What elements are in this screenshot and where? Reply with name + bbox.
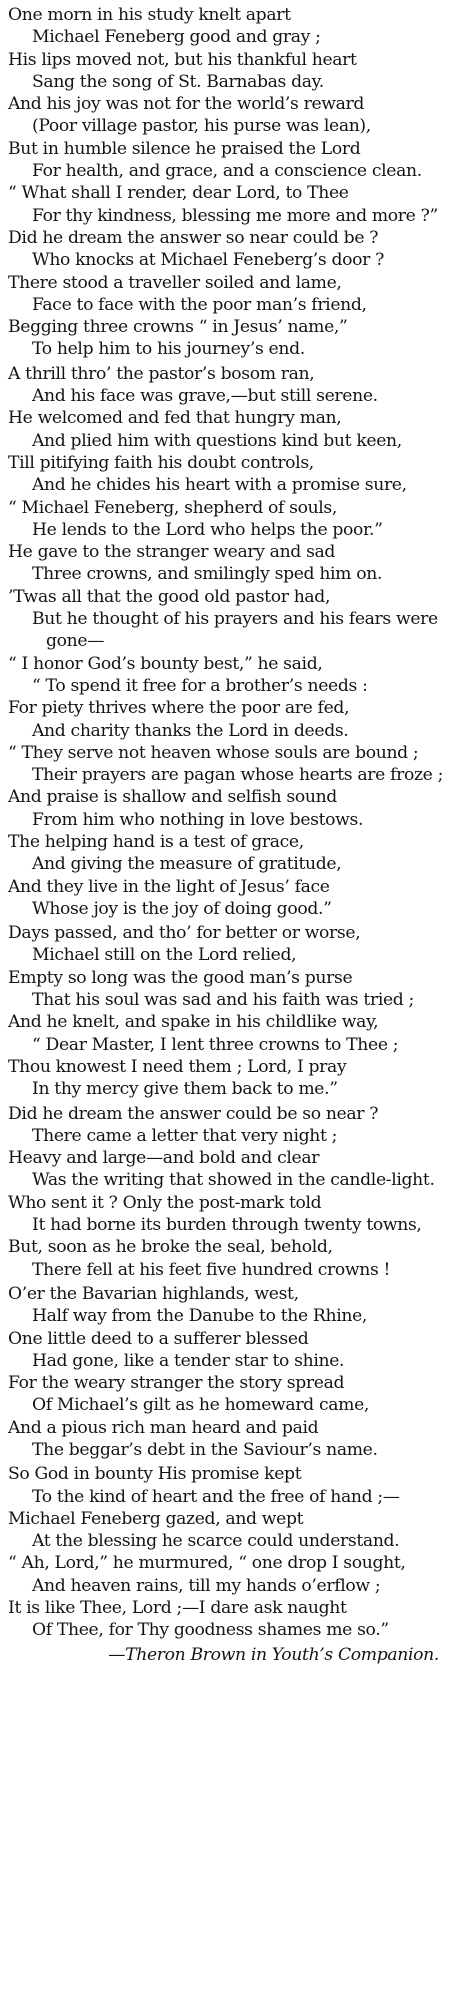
poem-line: In thy mercy give them back to me.” [32, 1079, 338, 1100]
poem-line: He welcomed and fed that hungry man, [8, 408, 342, 429]
poem-line: One morn in his study knelt apart [8, 5, 291, 25]
poem-line: Who sent it ? Only the post-mark told [8, 1192, 322, 1213]
poem-line: Begging three crowns “ in Jesus’ name,” [8, 317, 348, 338]
poem-line: There fell at his feet five hundred crowns ! [32, 1259, 391, 1280]
attribution: —Theron Brown in Youth’s Companion. [108, 1644, 439, 1665]
poem-line: Of Thee, for Thy goodness shames me so.” [32, 1620, 389, 1641]
poem-line: Did he dream the answer could be so near ? [8, 1103, 379, 1124]
stanza [8, 363, 453, 920]
poem-line: And his joy was not for the world’s reward [8, 94, 365, 115]
poem-line: His lips moved not, but his thankful heart [8, 49, 357, 70]
poem-line: Was the writing that showed in the candle-light. [32, 1170, 435, 1191]
poem-line: ’Twas all that the good old pastor had, [8, 586, 331, 607]
poem-line: “ Ah, Lord,” he murmured, “ one drop I sought, [8, 1553, 406, 1574]
poem-line: There stood a traveller soiled and lame, [8, 272, 342, 293]
poem-line: And charity thanks the Lord in deeds. [32, 720, 349, 741]
poem-line: “ To spend it free for a brother’s needs : [32, 675, 368, 696]
poem-line: Michael Feneberg good and gray ; [32, 27, 321, 48]
poem-line: And he knelt, and spake in his childlike way, [8, 1012, 379, 1033]
poem-line: Of Michael’s gilt as he homeward came, [32, 1395, 370, 1416]
poem-line: But in humble silence he praised the Lord [8, 138, 361, 159]
poem-line: It had borne its burden through twenty towns, [32, 1215, 422, 1236]
poem-line: A thrill thro’ the pastor’s bosom ran, [8, 363, 315, 384]
poem-line: But he thought of his prayers and his fears were gone— [32, 609, 438, 652]
poem-line: For piety thrives where the poor are fed, [8, 698, 350, 719]
stanza [8, 1283, 453, 1461]
poem-line: Empty so long was the good man’s purse [8, 967, 353, 988]
poem-line: And his face was grave,—but still serene. [32, 386, 378, 407]
poem-line: And praise is shallow and selfish sound [8, 787, 337, 808]
poem-line: “ Michael Feneberg, shepherd of souls, [8, 497, 338, 518]
poem-line: That his soul was sad and his faith was tried ; [32, 990, 414, 1011]
stanza [8, 1463, 453, 1641]
poem-line: “ I honor God’s bounty best,” he said, [8, 653, 323, 674]
poem-line: From him who nothing in love bestows. [32, 809, 364, 830]
poem-line: Thou knowest I need them ; Lord, I pray [8, 1056, 347, 1077]
poem-line: One little deed to a sufferer blessed [8, 1328, 309, 1349]
poem-line: But, soon as he broke the seal, behold, [8, 1237, 333, 1258]
poem-line: Who knocks at Michael Feneberg’s door ? [32, 250, 384, 271]
poem-line: For the weary stranger the story spread [8, 1373, 345, 1394]
poem-line: Michael Feneberg gazed, and wept [8, 1508, 304, 1529]
poem-line: And giving the measure of gratitude, [32, 854, 342, 875]
poem-line: “ They serve not heaven whose souls are bound ; [8, 742, 419, 763]
poem-line: For thy kindness, blessing me more and more ?” [32, 205, 438, 226]
poem-line: Three crowns, and smilingly sped him on. [32, 564, 383, 585]
poem-line: Face to face with the poor man’s friend, [32, 294, 367, 315]
poem-line: He gave to the stranger weary and sad [8, 542, 336, 563]
poem-line: To the kind of heart and the free of hand ;— [32, 1486, 400, 1507]
poem-line: O’er the Bavarian highlands, west, [8, 1283, 299, 1304]
poem-line: And a pious rich man heard and paid [8, 1417, 319, 1438]
poem-line: For health, and grace, and a conscience clean. [32, 161, 422, 182]
poem-line: Days passed, and tho’ for better or worse, [8, 923, 361, 944]
stanza [8, 4, 453, 361]
poem-line: “ What shall I render, dear Lord, to Thee [8, 183, 349, 204]
poem-line: And plied him with questions kind but keen, [32, 430, 402, 451]
poem-line: To help him to his journey’s end. [32, 339, 305, 360]
poem-line: Michael still on the Lord relied, [32, 945, 297, 966]
poem-line: And heaven rains, till my hands o’erflow ; [32, 1575, 381, 1596]
stanza [8, 922, 453, 1100]
poem-line: “ Dear Master, I lent three crowns to Thee ; [32, 1034, 399, 1055]
poem-line: (Poor village pastor, his purse was lean), [32, 116, 371, 137]
poem-line: At the blessing he scarce could understand. [32, 1531, 400, 1552]
poem-line: So God in bounty His promise kept [8, 1464, 302, 1485]
poem-line: And they live in the light of Jesus’ face [8, 876, 330, 897]
poem-line: Heavy and large—and bold and clear [8, 1148, 320, 1169]
poem-line: Did he dream the answer so near could be ? [8, 227, 379, 248]
poem-line: The beggar’s debt in the Saviour’s name. [32, 1440, 378, 1460]
poem-line: Half way from the Danube to the Rhine, [32, 1306, 368, 1327]
poem-line: There came a letter that very night ; [32, 1125, 338, 1146]
stanza [8, 1103, 453, 1281]
poem-line: The helping hand is a test of grace, [8, 831, 304, 852]
poem-line: Whose joy is the joy of doing good.” [32, 898, 332, 919]
poem-line: Their prayers are pagan whose hearts are froze ; [32, 765, 444, 786]
poem-line: It is like Thee, Lord ;—I dare ask naught [8, 1598, 347, 1619]
poem-line: He lends to the Lord who helps the poor.” [32, 519, 383, 540]
poem-line: Had gone, like a tender star to shine. [32, 1350, 345, 1371]
poem-line: Till pitifying faith his doubt controls, [8, 452, 314, 473]
poem-line: And he chides his heart with a promise sure, [32, 475, 407, 496]
poem [8, 4, 453, 1642]
poem-line: Sang the song of St. Barnabas day. [32, 71, 324, 92]
